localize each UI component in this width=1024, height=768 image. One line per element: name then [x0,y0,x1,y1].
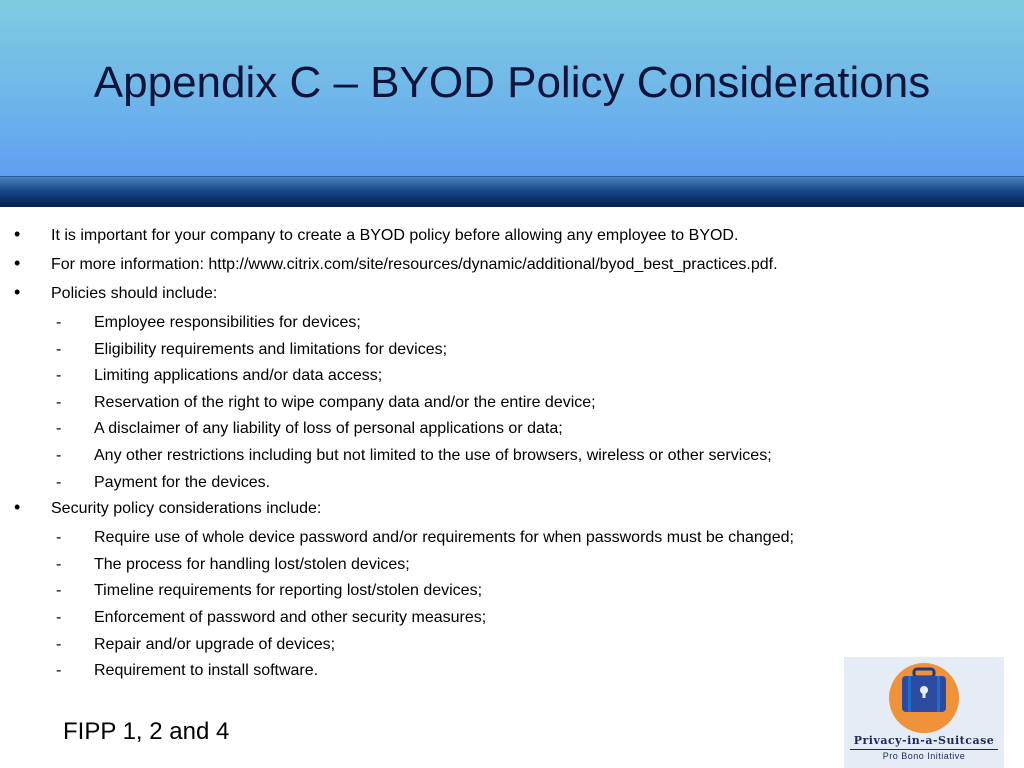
sub-marker: - [56,529,62,547]
sub-marker: - [56,420,62,438]
policy-item [0,469,1000,496]
policy-text: A disclaimer of any liability of loss of personal applications or data; [94,420,563,438]
security-item [0,631,1000,658]
policy-item [0,442,1000,469]
bullet-text: It is important for your company to create a BYOD policy before allowing any employee to BYOD. [51,227,739,244]
bullet-item [0,495,1000,524]
security-item [0,577,1000,604]
sub-marker: - [56,608,62,626]
suitcase-icon [844,657,1004,737]
bullet-item [0,251,1000,280]
sub-marker: - [56,555,62,573]
security-text: Enforcement of password and other security measures; [94,608,487,626]
sub-marker: - [56,662,62,680]
slide-title: Appendix C – BYOD Policy Considerations [93,58,931,107]
bullet-item [0,222,1000,251]
security-item [0,524,1000,551]
bullet-text: Security policy considerations include: [51,500,322,518]
bullet-marker: • [14,253,21,273]
footer-text: FIPP 1, 2 and 4 [63,718,230,745]
sub-marker: - [56,393,62,411]
policy-text: Payment for the devices. [94,473,271,491]
bullet-marker: • [14,282,21,302]
sub-marker: - [56,635,62,653]
security-text: Require use of whole device password and/or requirements for when passwords must be changed; [94,529,794,547]
bullet-text: For more information: http://www.citrix.com/site/resources/dynamic/additional/byod_best_practices.pdf. [51,256,778,273]
bullet-marker: • [14,497,21,518]
security-item [0,551,1000,578]
header-background [0,0,1024,176]
slide-body [0,222,1000,684]
policy-text: Eligibility requirements and limitations for devices; [94,340,448,358]
sub-marker: - [56,367,62,385]
sub-marker: - [56,446,62,464]
policy-text: Reservation of the right to wipe company data and/or the entire device; [94,393,596,411]
policy-item [0,309,1000,336]
logo-subtitle: Pro Bono Initiative [882,751,966,761]
security-item [0,604,1000,631]
policy-item [0,336,1000,363]
policy-text: Limiting applications and/or data access; [94,367,383,385]
bullet-item [0,280,1000,309]
security-text: Requirement to install software. [94,662,319,680]
security-text: Repair and/or upgrade of devices; [94,635,336,653]
policy-text: Any other restrictions including but not limited to the use of browsers, wireless or other services; [94,446,772,464]
bullet-marker: • [14,224,21,244]
policy-item [0,389,1000,416]
logo-name: Privacy-in-a-Suitcase [853,734,995,747]
policy-text: Employee responsibilities for devices; [94,314,361,331]
policy-item [0,415,1000,442]
sub-marker: - [56,473,62,491]
sub-marker: - [56,314,62,331]
logo [844,657,1004,768]
security-text: The process for handling lost/stolen devices; [94,555,410,573]
policy-item [0,362,1000,389]
header-band [0,176,1024,207]
sub-marker: - [56,582,62,600]
bullet-text: Policies should include: [51,285,218,302]
security-text: Timeline requirements for reporting lost/stolen devices; [94,582,483,600]
logo-divider [850,749,998,750]
sub-marker: - [56,340,62,358]
